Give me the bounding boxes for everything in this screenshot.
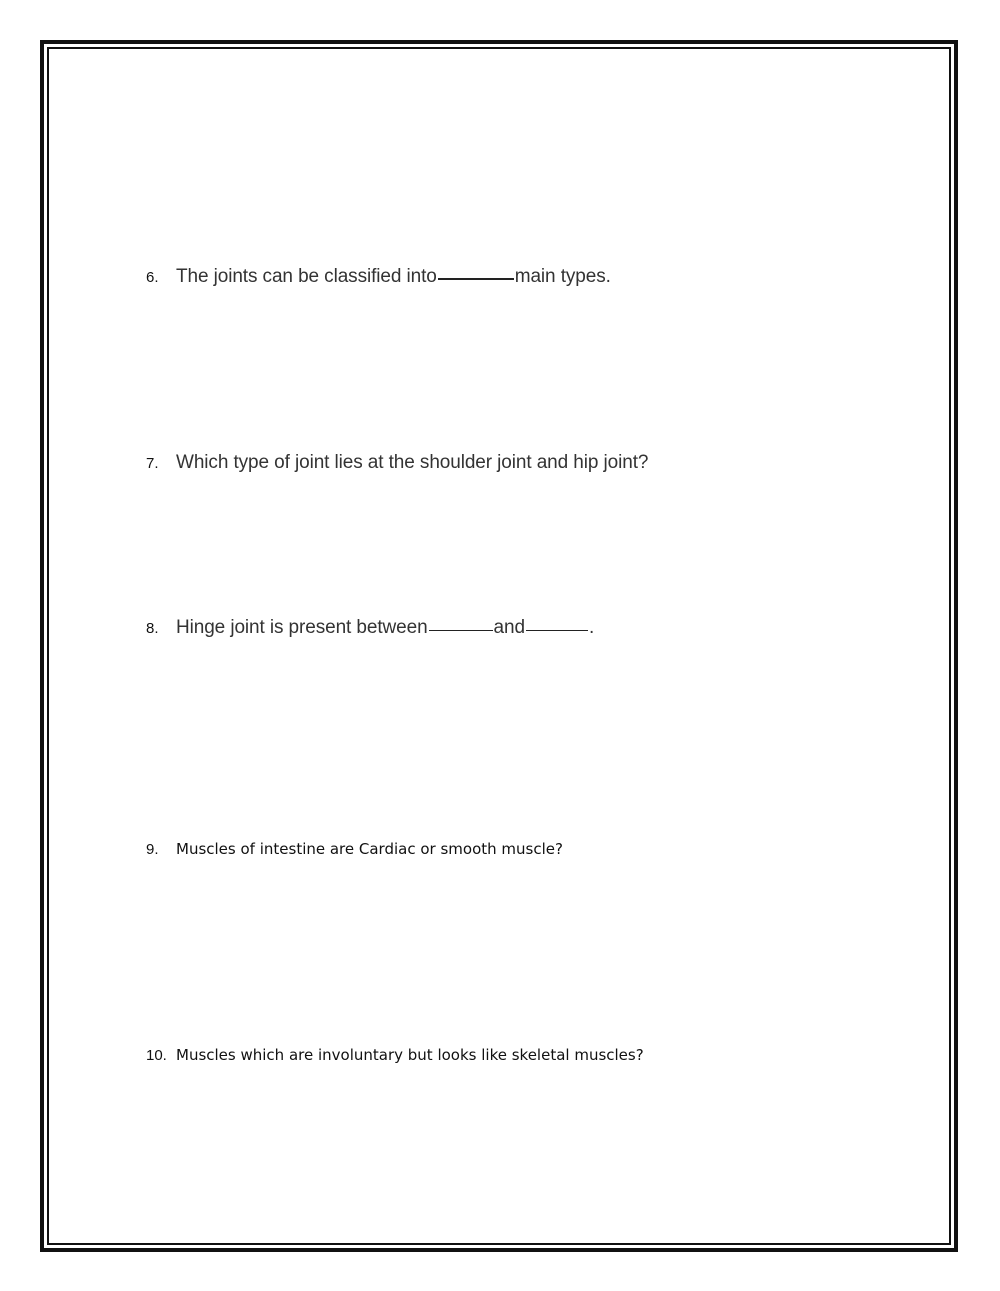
question-text: Which type of joint lies at the shoulder joint and hip joint?	[176, 452, 649, 473]
question-text-part: and	[493, 617, 525, 638]
question-7	[146, 452, 648, 474]
question-text-part: .	[588, 617, 595, 638]
question-text: Muscles which are involuntary but looks like skeletal muscles?	[176, 1046, 644, 1064]
question-text-part: main types.	[514, 266, 611, 287]
page-border-inner	[47, 47, 951, 1245]
question-8	[146, 617, 594, 639]
question-number: 10.	[146, 1047, 167, 1064]
answer-blank[interactable]	[438, 277, 514, 280]
answer-blank[interactable]	[526, 629, 588, 631]
question-6	[146, 266, 611, 288]
question-9	[146, 840, 563, 858]
question-10	[146, 1046, 644, 1064]
question-text-part: The joints can be classified into	[176, 266, 437, 287]
question-text	[176, 266, 611, 288]
question-number: 8.	[146, 620, 159, 637]
question-text	[176, 617, 594, 639]
question-number: 7.	[146, 455, 159, 472]
question-number: 6.	[146, 269, 159, 286]
question-text: Muscles of intestine are Cardiac or smooth muscle?	[176, 840, 563, 858]
answer-blank[interactable]	[429, 629, 493, 631]
question-number: 9.	[146, 841, 159, 858]
question-text-part: Hinge joint is present between	[176, 617, 428, 638]
